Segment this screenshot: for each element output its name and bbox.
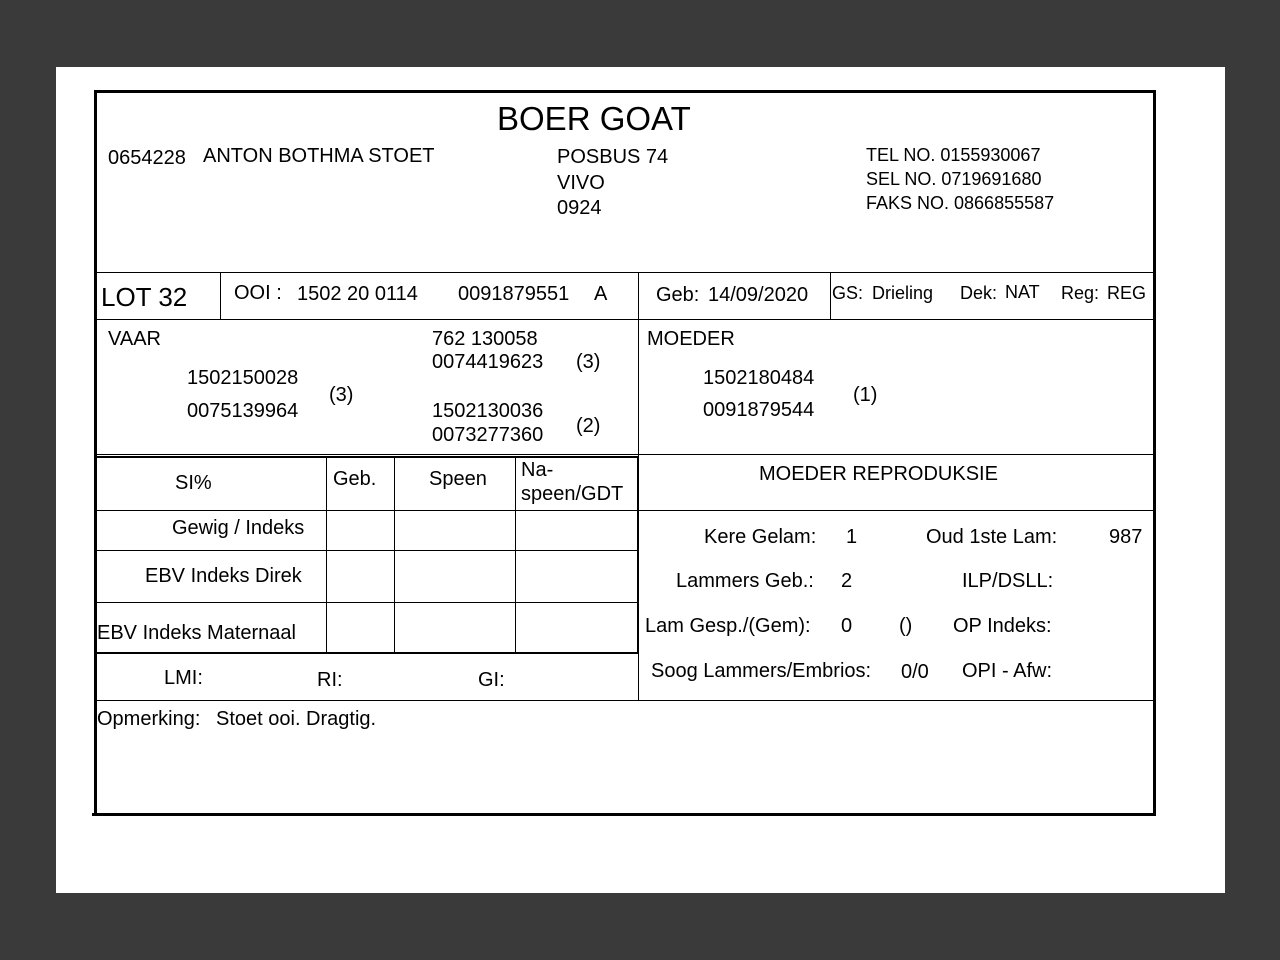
moeder-label: MOEDER bbox=[647, 328, 735, 350]
row-ebv-direk: EBV Indeks Direk bbox=[145, 565, 302, 587]
header-si: SI% bbox=[175, 472, 212, 494]
gs-label: GS: bbox=[832, 283, 864, 303]
kere-gelam-label: Kere Gelam: bbox=[704, 526, 817, 548]
geb-value: 14/09/2020 bbox=[708, 284, 809, 306]
soog-lammers-value: 0/0 bbox=[901, 661, 929, 683]
header-speen: Speen bbox=[429, 468, 487, 490]
vaar-sire-count: (3) bbox=[576, 351, 601, 373]
lam-gesp-label: Lam Gesp./(Gem): bbox=[645, 615, 811, 637]
lam-gesp-value: 0 bbox=[841, 615, 853, 637]
header-naspeen: Na- speen/GDT bbox=[521, 459, 624, 505]
soog-lammers-label: Soog Lammers/Embrios: bbox=[651, 660, 872, 682]
breeder-tel: TEL NO. 0155930067 bbox=[866, 145, 1041, 165]
breeder-number: 0654228 bbox=[108, 147, 186, 169]
card-title: BOER GOAT bbox=[497, 100, 691, 137]
gi-label: GI: bbox=[478, 669, 505, 691]
ri-label: RI: bbox=[317, 669, 343, 691]
breeder-name: ANTON BOTHMA STOET bbox=[203, 145, 435, 167]
moeder-number: 0091879544 bbox=[703, 399, 815, 421]
vaar-sire-number: 0074419623 bbox=[432, 351, 544, 373]
ooi-label: OOI : bbox=[234, 282, 282, 304]
reg-value: REG bbox=[1107, 283, 1147, 303]
vaar-sire-id: 762 130058 bbox=[432, 328, 538, 350]
sale-card-page bbox=[56, 67, 1225, 893]
kere-gelam-value: 1 bbox=[846, 526, 858, 548]
vaar-dam-count: (2) bbox=[576, 415, 601, 437]
reg-label: Reg: bbox=[1061, 283, 1100, 303]
breeder-faks: FAKS NO. 0866855587 bbox=[866, 193, 1055, 213]
moeder-count: (1) bbox=[853, 384, 878, 406]
vaar-dam-number: 0073277360 bbox=[432, 424, 544, 446]
op-indeks-label: OP Indeks: bbox=[953, 615, 1052, 637]
ooi-number: 0091879551 bbox=[458, 283, 570, 305]
ooi-suffix: A bbox=[594, 283, 608, 305]
opmerking-label: Opmerking: bbox=[97, 708, 201, 730]
oud-1ste-lam-value: 987 bbox=[1109, 526, 1143, 548]
oud-1ste-lam-label: Oud 1ste Lam: bbox=[926, 526, 1058, 548]
vaar-number: 0075139964 bbox=[187, 400, 299, 422]
row-gewig-indeks: Gewig / Indeks bbox=[172, 517, 305, 539]
breeder-address-line-3: 0924 bbox=[557, 197, 602, 219]
vaar-count: (3) bbox=[329, 384, 354, 406]
geb-label: Geb: bbox=[656, 284, 700, 306]
lot-number: LOT 32 bbox=[101, 282, 188, 312]
header-geb: Geb. bbox=[333, 468, 377, 490]
lmi-label: LMI: bbox=[164, 667, 203, 689]
opi-afw-label: OPI - Afw: bbox=[962, 660, 1053, 682]
vaar-label: VAAR bbox=[108, 328, 161, 350]
moeder-id: 1502180484 bbox=[703, 367, 815, 389]
lammers-geb-label: Lammers Geb.: bbox=[676, 570, 814, 592]
lammers-geb-value: 2 bbox=[841, 570, 853, 592]
lam-gesp-gem: () bbox=[899, 615, 913, 637]
reproduction-title: MOEDER REPRODUKSIE bbox=[759, 463, 998, 485]
breeder-sel: SEL NO. 0719691680 bbox=[866, 169, 1042, 189]
gs-value: Drieling bbox=[872, 283, 934, 303]
vaar-id: 1502150028 bbox=[187, 367, 299, 389]
dek-value: NAT bbox=[1005, 282, 1040, 302]
opmerking-value: Stoet ooi. Dragtig. bbox=[216, 708, 377, 730]
ilp-dsll-label: ILP/DSLL: bbox=[962, 570, 1054, 592]
breeder-address-line-1: POSBUS 74 bbox=[557, 146, 669, 168]
dek-label: Dek: bbox=[960, 283, 998, 303]
ooi-id: 1502 20 0114 bbox=[297, 283, 418, 305]
vaar-dam-id: 1502130036 bbox=[432, 400, 544, 422]
breeder-address-line-2: VIVO bbox=[557, 172, 605, 194]
row-ebv-maternaal: EBV Indeks Maternaal bbox=[97, 622, 296, 644]
